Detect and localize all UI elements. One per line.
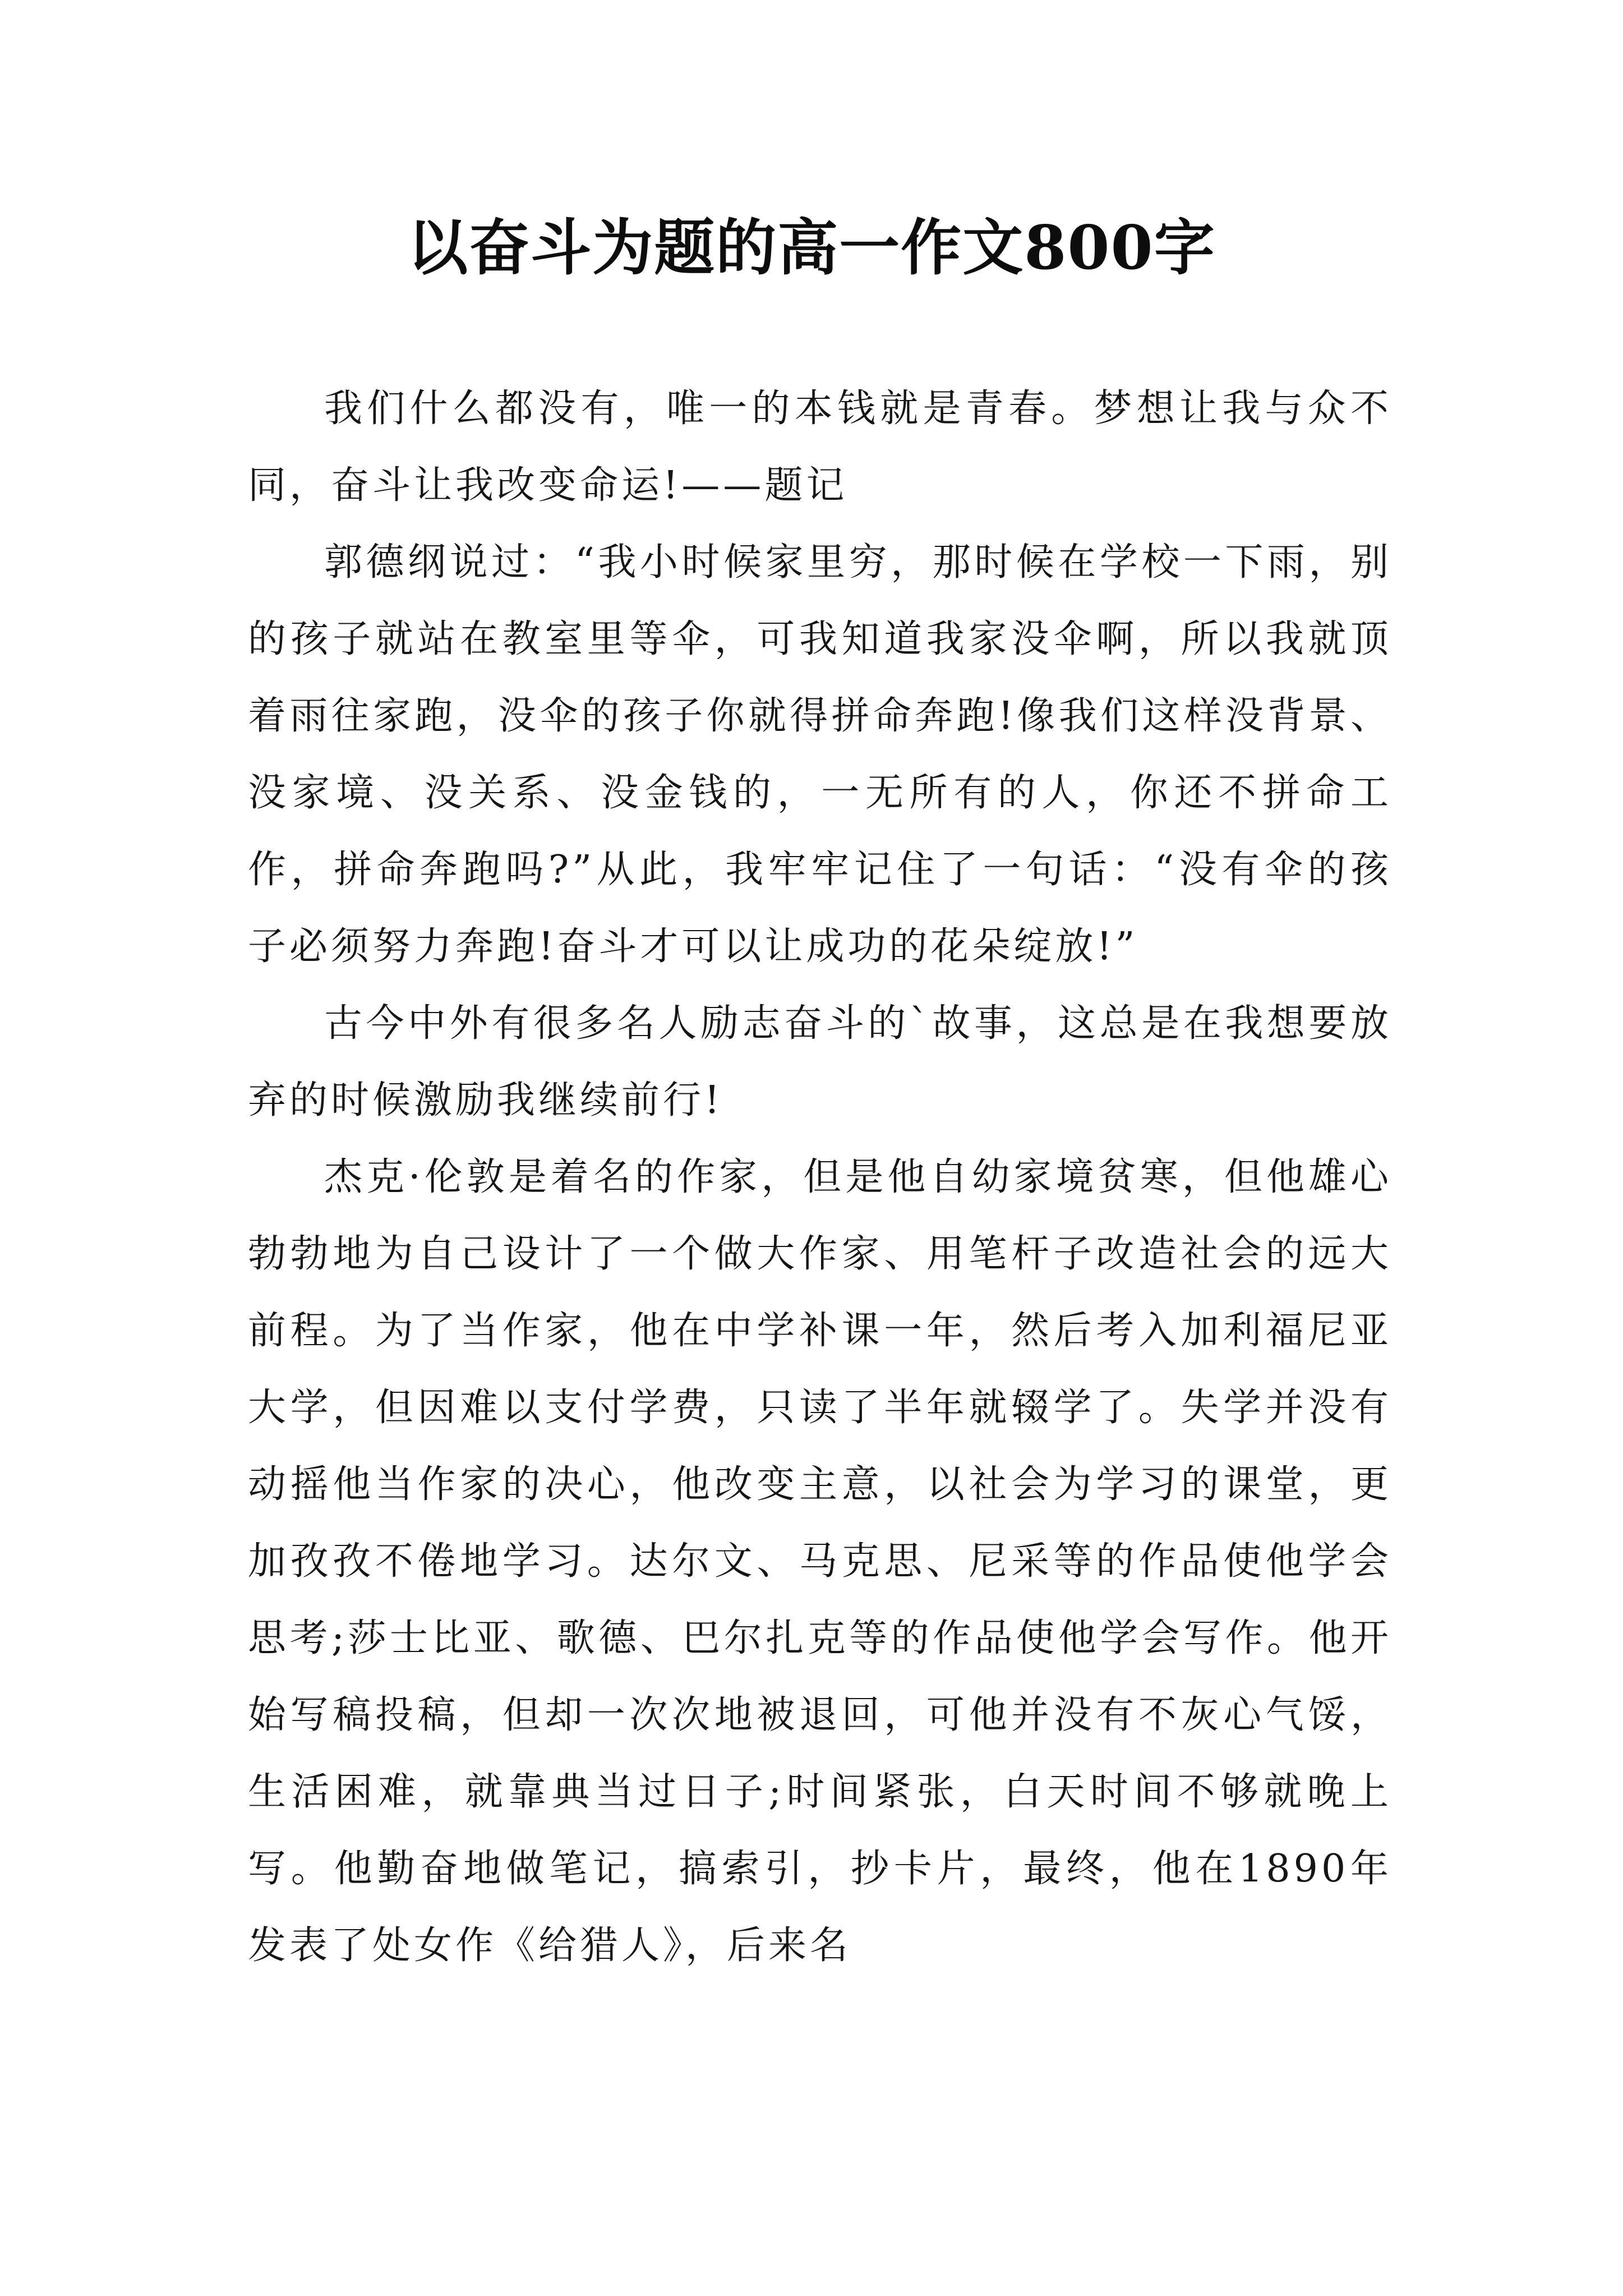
document-title: 以奋斗为题的高一作文800字 (407, 213, 1216, 283)
paragraph-epigraph: 我们什么都没有，唯一的本钱就是青春。梦想让我与众不同，奋斗让我改变命运!——题记 (248, 386, 1392, 508)
document-body (248, 370, 1392, 1984)
paragraph-jack-london: 杰克·伦敦是着名的作家，但是他自幼家境贫寒，但他雄心勃勃地为自己设计了一个做大作家、用笔杆子改造社会的远大前程。为了当作家，他在中学补课一年，然后考入加利福尼亚大学，但因难以支付学费，只读了半年就辍学了。失学并没有动摇他当作家的决心，他改变主意，以社会为学习的课堂，更加孜孜不倦地学习。达尔文、马克思、尼采等的作品使他学会思考;莎士比亚、歌德、巴尔扎克等的作品使他学会写作。他开始写稿投稿，但却一次次地被退回，可他并没有不灰心气馁，生活困难，就靠典当过日子;时间紧张，白天时间不够就晚上写。他勤奋地做笔记，搞索引，抄卡片，最终，他在1890年发表了处女作《给猎人》，后来名 (248, 1155, 1392, 1968)
paragraph-famous-people: 古今中外有很多名人励志奋斗的`故事，这总是在我想要放弃的时候激励我继续前行! (248, 1001, 1392, 1122)
paragraph-guo-degang-quote: 郭德纲说过：“我小时候家里穷，那时候在学校一下雨，别的孩子就站在教室里等伞，可我知道我家没伞啊，所以我就顶着雨往家跑，没伞的孩子你就得拼命奔跑!像我们这样没背景、没家境、没关系、没金钱的，一无所有的人，你还不拼命工作，拼命奔跑吗?”从此，我牢牢记住了一句话：“没有伞的孩子必须努力奔跑!奋斗才可以让成功的花朵绽放!” (248, 540, 1392, 969)
